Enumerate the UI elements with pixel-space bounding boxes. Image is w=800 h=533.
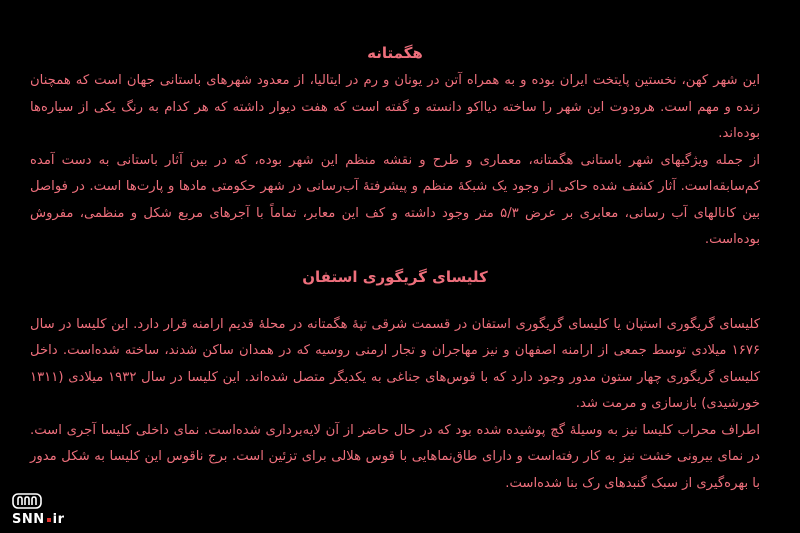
article [30,38,760,497]
section-paragraph: از جمله ویژگیهای شهر باستانی هگمتانه، معماری و طرح و نقشه منظم این شهر بوده، که در بین آثار باستانی به دست آمده کم‌سابقه‌است. آثار کشف شده حاکی از وجود یک شبکهٔ منظم و پیشرفتهٔ آب‌رسانی در شهر حکومتی مادها و پارت‌ها است. در فواصل بین کانالهای آب رسانی، معابری بر عرض ۵/۳ متر وجود داشته و کف این معابر، تماماً با آجرهای مربع شکل و منظمی، مفروش بوده‌است. [30,152,760,247]
snn-logo-text [12,512,72,527]
section-title-hegmataneh: هگمتانه [367,44,423,62]
section-paragraph: این شهر کهن، نخستین پایتخت ایران بوده و به همراه آتن در یونان و رم در ایتالیا، از معدود شهرهای باستانی جهان است که همچنان زنده و مهم است. هرودوت این شهر را ساخته دیااکو دانسته و گفته است که هفت دیوار داشته که هر کدام به رنگ یکی از سیاره‌ها بوده‌اند. [30,73,760,141]
snn-dot [47,518,51,522]
section-title-church: کلیسای گریگوری استفان [302,267,488,286]
snn-watermark [12,493,72,527]
snn-suffix: ir [52,512,65,527]
snn-logo-icon [12,493,42,509]
section-paragraph: کلیسای گریگوری استپان یا کلیسای گریگوری استفان در قسمت شرقی تپهٔ هگمتانه در محلهٔ قدیم ارامنه قرار دارد. این کلیسا در سال ۱۶۷۶ میلادی توسط جمعی از ارامنه اصفهان و نیز مهاجران و تجار ارمنی روسیه که در همدان ساکن شدند، ساخته شده‌است. داخل کلیسای گریگوری چهار ستون مدور وجود دارد که با قوس‌های جناغی به یکدیگر متصل شده‌اند. این کلیسا در سال ۱۹۳۲ میلادی (۱۳۱۱ خورشیدی) بازسازی و مرمت شد. [30,316,760,411]
section-paragraph: اطراف محراب کلیسا نیز به وسیلهٔ گچ پوشیده شده بود که در حال حاضر از آن لایه‌برداری شده‌است. نمای داخلی کلیسا آجری است. در نمای بیرونی خشت نیز به کار رفته‌است و دارای طاق‌نماهایی با قوس هلالی برای تزئین است. برج ناقوس این کلیسا به شکل مدور با بهره‌گیری از سبک گنبدهای رک بنا شده‌است. [30,422,760,491]
snn-brand: SNN [12,512,45,527]
